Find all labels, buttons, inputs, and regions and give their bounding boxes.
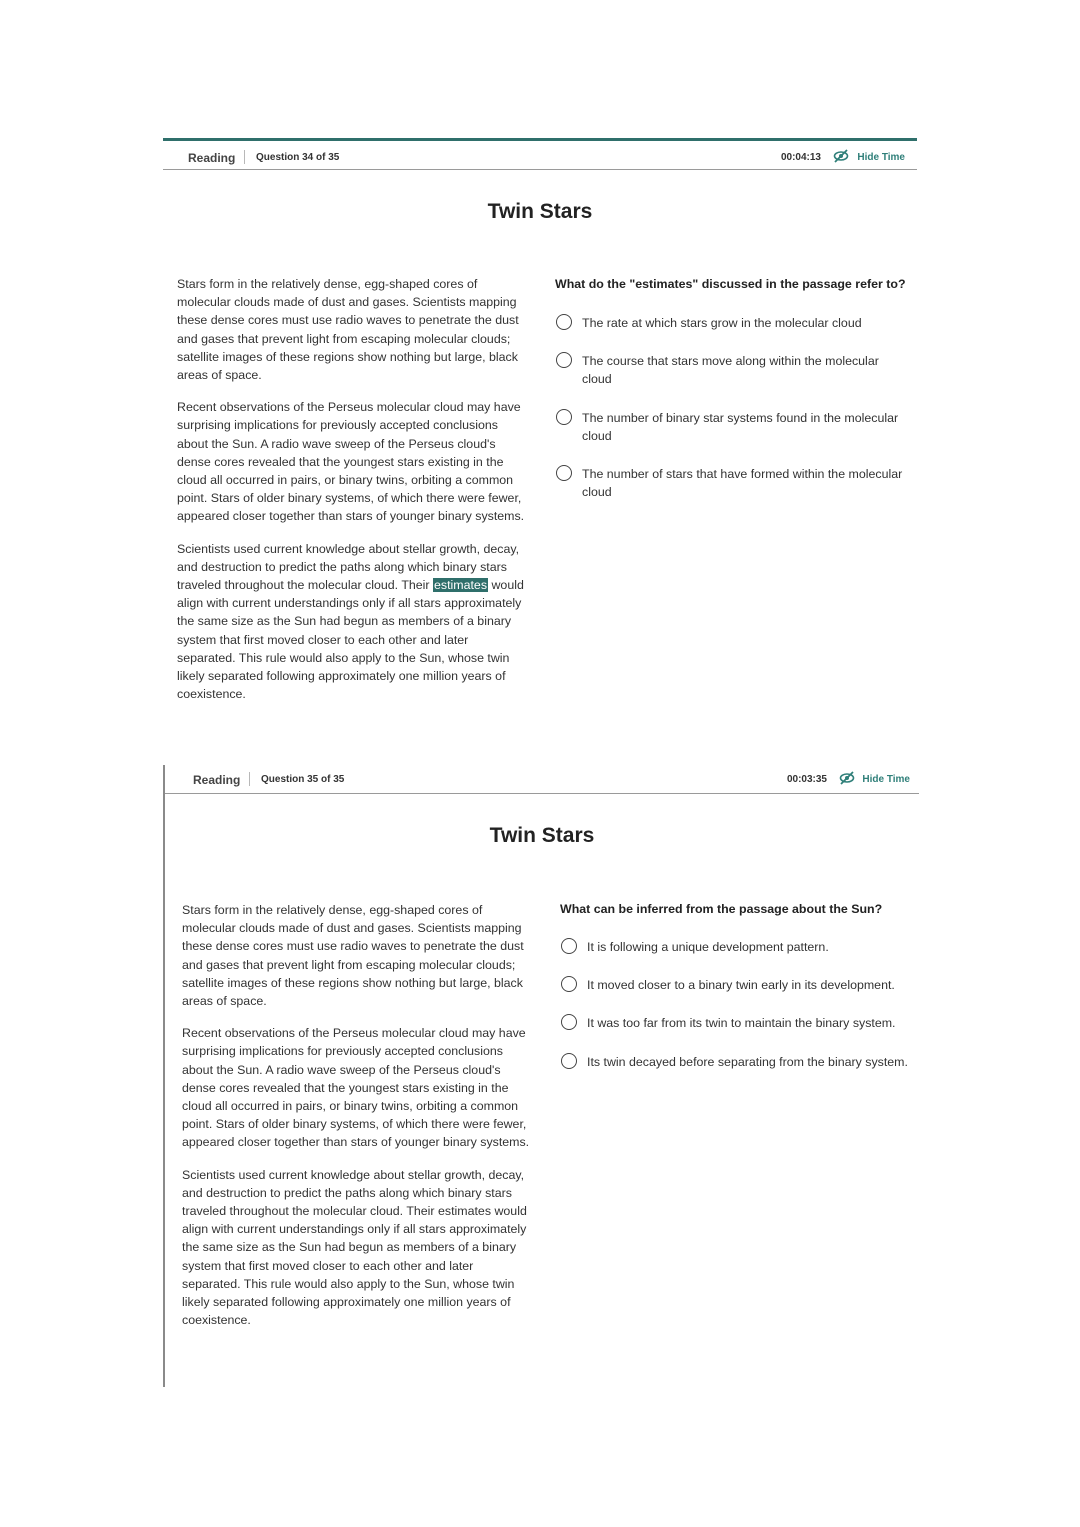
reading-passage <box>182 901 532 1343</box>
answer-option-label: The rate at which stars grow in the molecular cloud <box>582 316 862 330</box>
timer: 00:04:13 <box>780 152 821 163</box>
radio-button[interactable] <box>556 465 572 481</box>
answer-option-label: The number of binary star systems found in the molecular cloud <box>582 410 899 443</box>
radio-button[interactable] <box>561 938 577 954</box>
timer: 00:03:35 <box>786 774 827 785</box>
question-counter: Question 35 of 35 <box>261 774 345 785</box>
screen-question-34 <box>163 138 917 718</box>
passage-paragraph: Stars form in the relatively dense, egg-shaped cores of molecular clouds made of dust and gases. Scientists mapping these dense cores must use radio waves to penetrate the dust and gases that prevent light from escaping molecular clouds; satellite images of these regions show nothing but large, black areas of space. <box>182 903 524 1009</box>
question-prompt: What do the "estimates" discussed in the passage refer to? <box>555 277 906 291</box>
answer-option-label: It was too far from its twin to maintain the binary system. <box>587 1016 896 1031</box>
passage-text: would align with current understandings only if all stars approximately the same size as the Sun had begun as members of a binary system that first moved closer to each other and later separated. This rule would also apply to the Sun, whose twin likely separated following approximately one million years of coexistence. <box>177 578 524 702</box>
answer-option[interactable] <box>556 352 911 388</box>
passage-title: Twin Stars <box>489 824 595 847</box>
highlighted-word: estimates <box>434 578 488 593</box>
answer-option[interactable] <box>556 314 911 332</box>
answer-option-label: It is following a unique development pattern. <box>587 940 829 954</box>
answer-option[interactable] <box>561 1014 916 1032</box>
eye-slash-icon[interactable] <box>833 149 849 163</box>
radio-button[interactable] <box>561 1014 577 1030</box>
divider <box>244 150 245 164</box>
reading-passage <box>177 275 527 717</box>
answer-option[interactable] <box>556 465 911 501</box>
question-counter: Question 34 of 35 <box>256 152 340 163</box>
passage-title: Twin Stars <box>487 200 593 223</box>
passage-text: Scientists used current knowledge about stellar growth, decay, and destruction to predict the paths along which binary stars traveled throughout the molecular cloud. Their <box>177 541 520 593</box>
question-prompt: What can be inferred from the passage about the Sun? <box>560 902 883 916</box>
answer-option[interactable] <box>556 409 911 445</box>
passage-paragraph <box>177 540 527 704</box>
radio-button[interactable] <box>556 409 572 425</box>
passage-paragraph: Recent observations of the Perseus molecular cloud may have surprising implications for previously accepted conclusions about the Sun. A radio wave sweep of the Perseus cloud's dense cores revealed that the youngest stars existing in the cloud all occurred in pairs, or binary twins, orbiting a common point. Stars of older binary systems, of which there were fewer, appeared closer together than stars of younger binary systems. <box>182 1026 530 1150</box>
top-bar <box>165 765 919 794</box>
answer-options <box>561 938 916 1091</box>
passage-paragraph: Recent observations of the Perseus molecular cloud may have surprising implications for previously accepted conclusions about the Sun. A radio wave sweep of the Perseus cloud's dense cores revealed that the youngest stars existing in the cloud all occurred in pairs, or binary twins, orbiting a common point. Stars of older binary systems, of which there were fewer, appeared closer together than stars of younger binary systems. <box>177 400 525 524</box>
passage-paragraph: Stars form in the relatively dense, egg-shaped cores of molecular clouds made of dust and gases. Scientists mapping these dense cores must use radio waves to penetrate the dust and gases that prevent light from escaping molecular clouds; satellite images of these regions show nothing but large, black areas of space. <box>177 277 519 383</box>
passage-paragraph: Scientists used current knowledge about stellar growth, decay, and destruction to predict the paths along which binary stars traveled throughout the molecular cloud. Their estimates would align with current understandings only if all stars approximately the same size as the Sun had begun as members of a binary system that first moved closer to each other and later separated. This rule would also apply to the Sun, whose twin likely separated following approximately one million years of coexistence. <box>182 1167 527 1328</box>
section-label: Reading <box>188 151 236 165</box>
answer-option[interactable] <box>561 976 916 994</box>
radio-button[interactable] <box>561 976 577 992</box>
radio-button[interactable] <box>561 1053 577 1069</box>
answer-option[interactable] <box>561 938 916 956</box>
radio-button[interactable] <box>556 314 572 330</box>
radio-button[interactable] <box>556 352 572 368</box>
answer-option-label: The course that stars move along within the molecular cloud <box>582 354 879 387</box>
hide-time-button[interactable]: Hide Time <box>862 774 910 785</box>
divider <box>249 772 250 786</box>
section-label: Reading <box>193 773 241 787</box>
answer-option-label: It moved closer to a binary twin early in its development. <box>587 978 895 993</box>
top-bar <box>163 138 917 170</box>
answer-option[interactable] <box>561 1053 916 1071</box>
answer-option-label: Its twin decayed before separating from the binary system. <box>587 1054 908 1069</box>
hide-time-button[interactable]: Hide Time <box>857 152 905 163</box>
eye-slash-icon[interactable] <box>839 771 855 785</box>
answer-option-label: The number of stars that have formed within the molecular cloud <box>582 467 903 500</box>
screen-question-35 <box>163 765 919 1387</box>
answer-options <box>556 314 911 521</box>
